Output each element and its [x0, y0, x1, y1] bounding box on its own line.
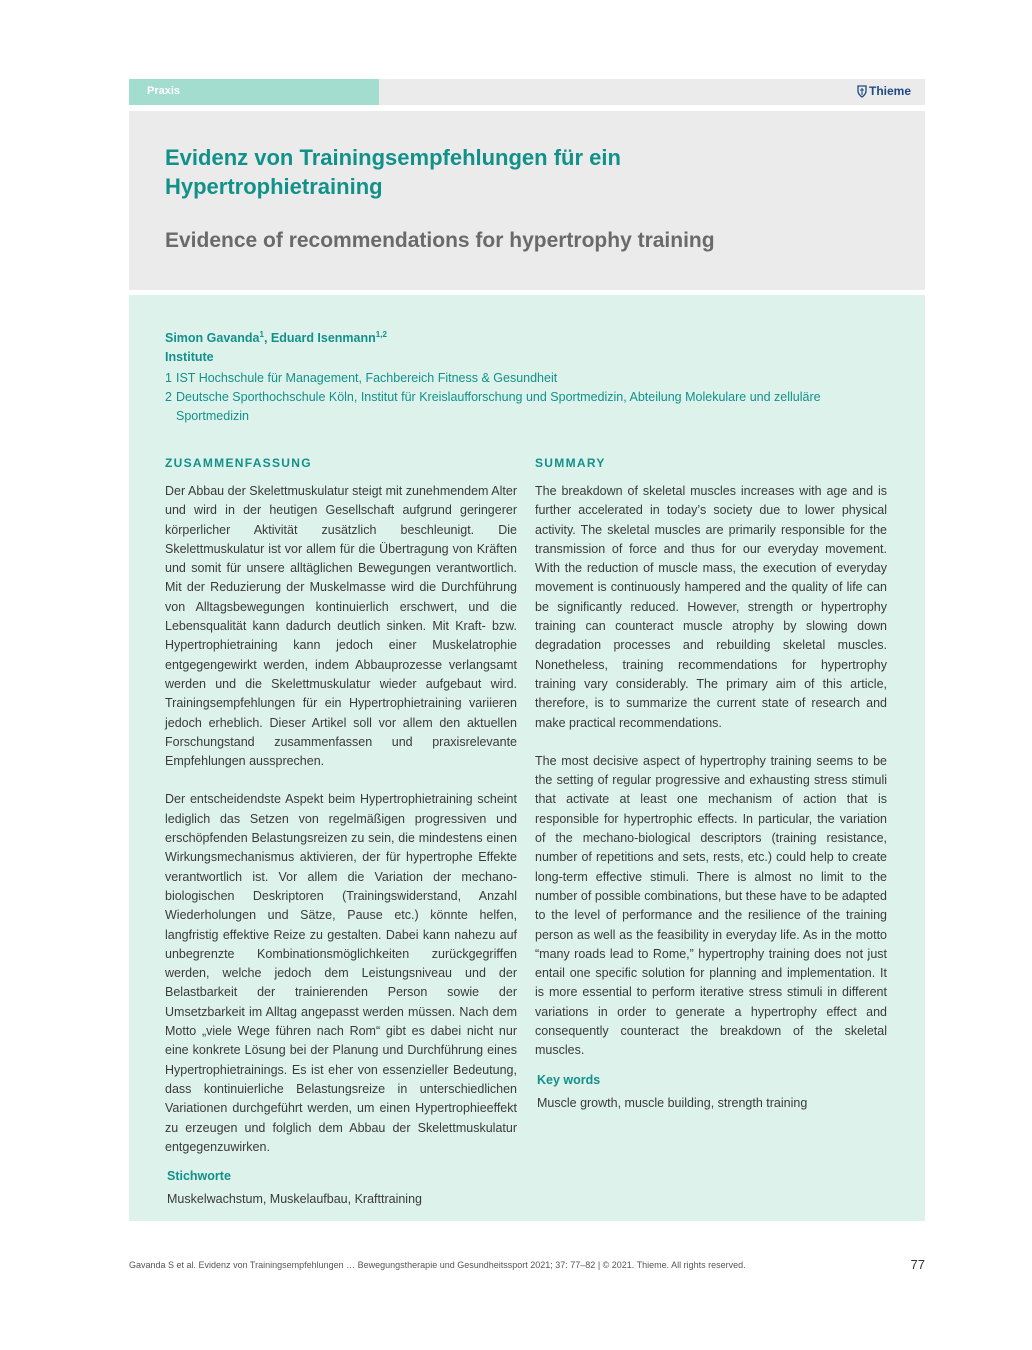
keywords-heading-de: Stichworte [167, 1169, 231, 1184]
summary-column [535, 456, 887, 1110]
keywords-heading-en: Key words [537, 1072, 601, 1087]
author-list [165, 330, 387, 345]
affiliation-number: 2 [165, 390, 172, 404]
author-name: Simon Gavanda [165, 331, 260, 346]
affiliation-text: IST Hochschule für Management, Fachbereich Fitness & Gesundheit [176, 371, 558, 385]
affiliation-text: Deutsche Sporthochschule Köln, Institut für Kreislaufforschung und Sportmedizin, Abteilung Molekulare und zelluläre Sportmedizin [176, 390, 821, 424]
abstract-paragraph-de: Der Abbau der Skelettmuskulatur steigt mit zunehmendem Alter und wird in der heutigen Gesellschaft aufgrund geringerer körperlicher Aktivität zusätzlich beschleunigt. Die Skelettmuskulatur ist vor allem für die Übertragung von Kräften und somit für unsere alltäglichen Bewegungen verantwortlich. Mit der Reduzierung der Muskelmasse wird die Durchführung von Alltagsbewegungen kontinuierlich erschwert, und die Lebensqualität kann dadurch deutlich sinken. Mit Kraft- bzw. Hypertrophietraining kann jedoch einer Muskelatrophie entgegengewirkt werden, indem Abbauprozesse verlangsamt werden und die Skelettmuskulatur wieder aufgebaut wird. Trainingsempfehlungen für ein Hypertrophietraining variieren jedoch erheblich. Dieser Artikel soll vor allem den aktuellen Forschungstand zusammenfassen und praxisrelevante Empfehlungen aussprechen. [165, 484, 517, 769]
keywords-de: Muskelwachstum, Muskelaufbau, Krafttraining [167, 1192, 422, 1207]
citation-footer: Gavanda S et al. Evidenz von Trainingsempfehlungen … Bewegungstherapie und Gesundheitssport 2021; 37: 77–82 | © 2021. Thieme. All rights reserved. [129, 1260, 746, 1270]
publisher-logo [857, 84, 911, 98]
zusammenfassung-column [165, 456, 517, 1206]
abstract-paragraph-de: Der entscheidendste Aspekt beim Hypertrophietraining scheint lediglich das Setzen von regelmäßigen progressiven und erschöpfenden Belastungsreizen zu sein, die mindestens einen Wirkungsmechanismus aktivieren, der für hypertrophe Effekte verantwortlich ist. Vor allem die Variation der mechano-biologischen Deskriptoren (Trainingswiderstand, Anzahl Wiederholungen und Sätze, Pause etc.) könnte helfen, langfristig effektive Reize zu gestalten. Dabei kann nahezu auf unbegrenzte Kombinationsmöglichkeiten zurückgegriffen werden, welche jedoch dem Leistungsniveau und der Belastbarkeit der trainierenden Person sowie der Umsetzbarkeit im Alltag angepasst werden müssen. Nach dem Motto „viele Wege führen nach Rom“ gibt es dabei nicht nur eine konkrete Lösung bei der Planung und Durchführung eines Hypertrophietrainings. Es ist eher von essenzieller Bedeutung, dass kontinuierliche Belastungsreize in unterschiedlichen Variationen durchgeführt werden, um einen Hypertrophieeffekt zu erzeugen und folglich dem Abbau der Skelettmuskulatur entgegenzuwirken. [165, 792, 517, 1154]
section-tag: Praxis [129, 79, 379, 105]
publisher-name: Thieme [868, 84, 911, 98]
title-block [129, 111, 925, 290]
page-number: 77 [910, 1257, 925, 1272]
zusammenfassung-heading: ZUSAMMENFASSUNG [165, 456, 312, 470]
keywords-en: Muscle growth, muscle building, strength training [537, 1095, 808, 1110]
affiliation-number: 1 [165, 371, 172, 385]
author-affiliation: 1 [259, 330, 264, 339]
affiliation-item [165, 369, 885, 388]
author-name: Eduard Isenmann [270, 331, 376, 346]
author-separator: , [263, 331, 271, 346]
title-german: Evidenz von Trainingsempfehlungen für ein Hypertrophietraining [165, 145, 621, 199]
title-english: Evidence of recommendations for hypertrophy training [165, 229, 715, 252]
author-affiliation: 1,2 [375, 330, 387, 339]
institute-heading: Institute [165, 350, 214, 364]
summary-heading: SUMMARY [535, 456, 606, 470]
thieme-shield-icon [857, 85, 867, 98]
affiliation-item [165, 388, 885, 427]
abstract-paragraph-en: The breakdown of skeletal muscles increases with age and is further accelerated in today’s society due to lower physical activity. The skeletal muscles are primarily responsible for the transmission of force and thus for our everyday movement. With the reduction of muscle mass, the execution of everyday movement is continuously hampered and the quality of life can be significantly reduced. However, strength or hypertrophy training can counteract muscle atrophy by slowing down degradation processes and rebuilding skeletal muscles. Nonetheless, training recommendations for hypertrophy training vary considerably. The primary aim of this article, therefore, is to summarize the current state of research and make practical recommendations. [535, 484, 887, 730]
abstract-block [129, 295, 925, 1221]
header-bar [129, 79, 925, 105]
abstract-paragraph-en: The most decisive aspect of hypertrophy training seems to be the setting of regular progressive and exhausting stress stimuli that activate at least one mechanism of action that is responsible for hypertrophic effects. In particular, the variation of the mechano-biological descriptors (training resistance, number of repetitions and sets, rests, etc.) could help to create long-term effective stimuli. There is almost no limit to the number of possible combinations, but these have to be adapted to the level of performance and the resilience of the training person as well as the feasibility in everyday life. As in the motto “many roads lead to Rome,” hypertrophy training does not just entail one specific solution for planning and implementation. It is more essential to perform iterative stress stimuli in different variations in order to generate a hypertrophy effect and consequently counteract the breakdown of the skeletal muscles. [535, 753, 887, 1058]
